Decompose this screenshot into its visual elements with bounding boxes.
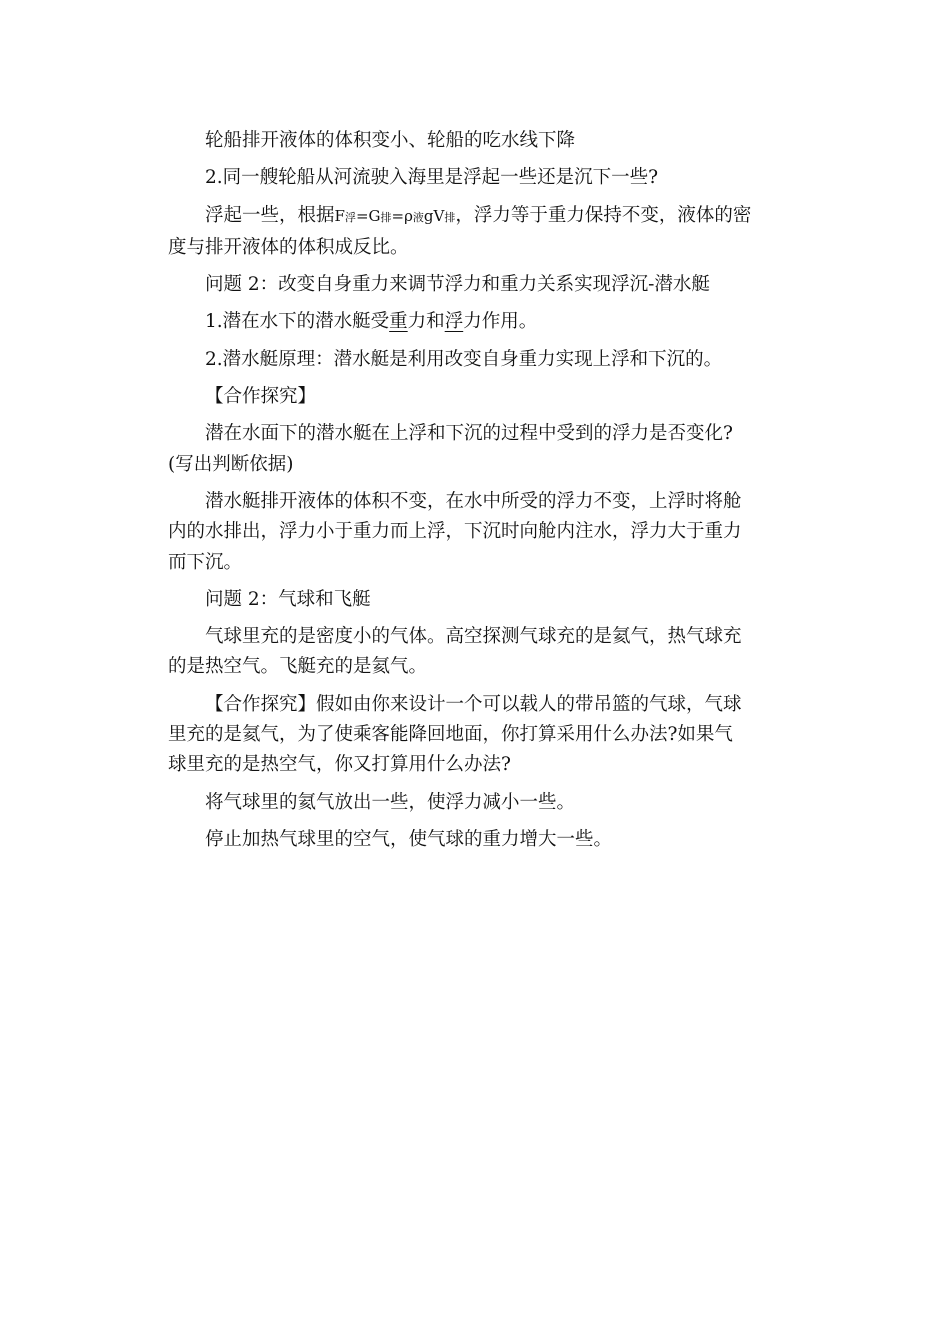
underlined-answer: 重 bbox=[389, 311, 408, 333]
paragraph: 轮船排开液体的体积变小、轮船的吃水线下降 bbox=[205, 130, 576, 151]
paragraph-continuation: 的是热空气。飞艇充的是氦气。 bbox=[168, 656, 428, 678]
formula-subscript: 液 bbox=[412, 210, 424, 224]
formula-F: F bbox=[334, 206, 345, 225]
paragraph: 停止加热气球里的空气，使气球的重力增大一些。 bbox=[205, 828, 613, 850]
cooperative-inquiry-heading: 【合作探究】 bbox=[205, 386, 317, 408]
buoyancy-formula-paragraph bbox=[168, 201, 786, 233]
paragraph: 2.潜水艇原理：潜水艇是利用改变自身重力实现上浮和下沉的。 bbox=[205, 348, 723, 370]
text: 1.潜在水下的潜水艇受 bbox=[205, 311, 390, 333]
document-body bbox=[168, 126, 786, 855]
text: 浮起一些，根据 bbox=[205, 204, 335, 226]
question-2: 2.同一艘轮船从河流驶入海里是浮起一些还是沉下一些? bbox=[205, 167, 659, 189]
formula-subscript: 排 bbox=[380, 210, 392, 224]
section-heading: 问题 2：气球和飞艇 bbox=[205, 588, 371, 610]
paragraph-continuation: 度与排开液体的体积成反比。 bbox=[168, 236, 409, 258]
paragraph-continuation: 里充的是氦气，为了使乘客能降回地面，你打算采用什么办法?如果气 bbox=[168, 724, 733, 746]
text: ，浮力等于重力保持不变，液体的密 bbox=[455, 204, 752, 226]
formula-part: =ρ bbox=[391, 206, 413, 225]
submarine-forces-paragraph bbox=[168, 307, 786, 337]
formula-part: gV bbox=[423, 206, 445, 225]
paragraph-continuation: 内的水排出，浮力小于重力而上浮，下沉时向舱内注水，浮力大于重力 bbox=[168, 521, 742, 543]
text: 力作用。 bbox=[463, 311, 538, 333]
formula-part: =G bbox=[355, 206, 381, 225]
paragraph: 潜在水面下的潜水艇在上浮和下沉的过程中受到的浮力是否变化? bbox=[205, 423, 733, 445]
paragraph: 潜水艇排开液体的体积不变，在水中所受的浮力不变，上浮时将舱 bbox=[205, 490, 742, 512]
paragraph-continuation: 而下沉。 bbox=[168, 551, 243, 573]
underlined-answer: 浮 bbox=[444, 311, 464, 333]
formula-subscript: 浮 bbox=[344, 210, 356, 224]
paragraph-continuation: (写出判断依据) bbox=[168, 453, 294, 475]
formula-subscript: 排 bbox=[444, 210, 456, 224]
section-heading: 问题 2：改变自身重力来调节浮力和重力关系实现浮沉-潜水艇 bbox=[205, 274, 710, 296]
paragraph: 将气球里的氦气放出一些，使浮力减小一些。 bbox=[205, 791, 576, 813]
paragraph-continuation: 球里充的是热空气，你又打算用什么办法? bbox=[168, 754, 511, 776]
paragraph: 气球里充的是密度小的气体。高空探测气球充的是氦气，热气球充 bbox=[205, 626, 742, 648]
paragraph: 【合作探究】假如由你来设计一个可以载人的带吊篮的气球，气球 bbox=[205, 693, 742, 715]
text: 力和 bbox=[407, 311, 445, 333]
